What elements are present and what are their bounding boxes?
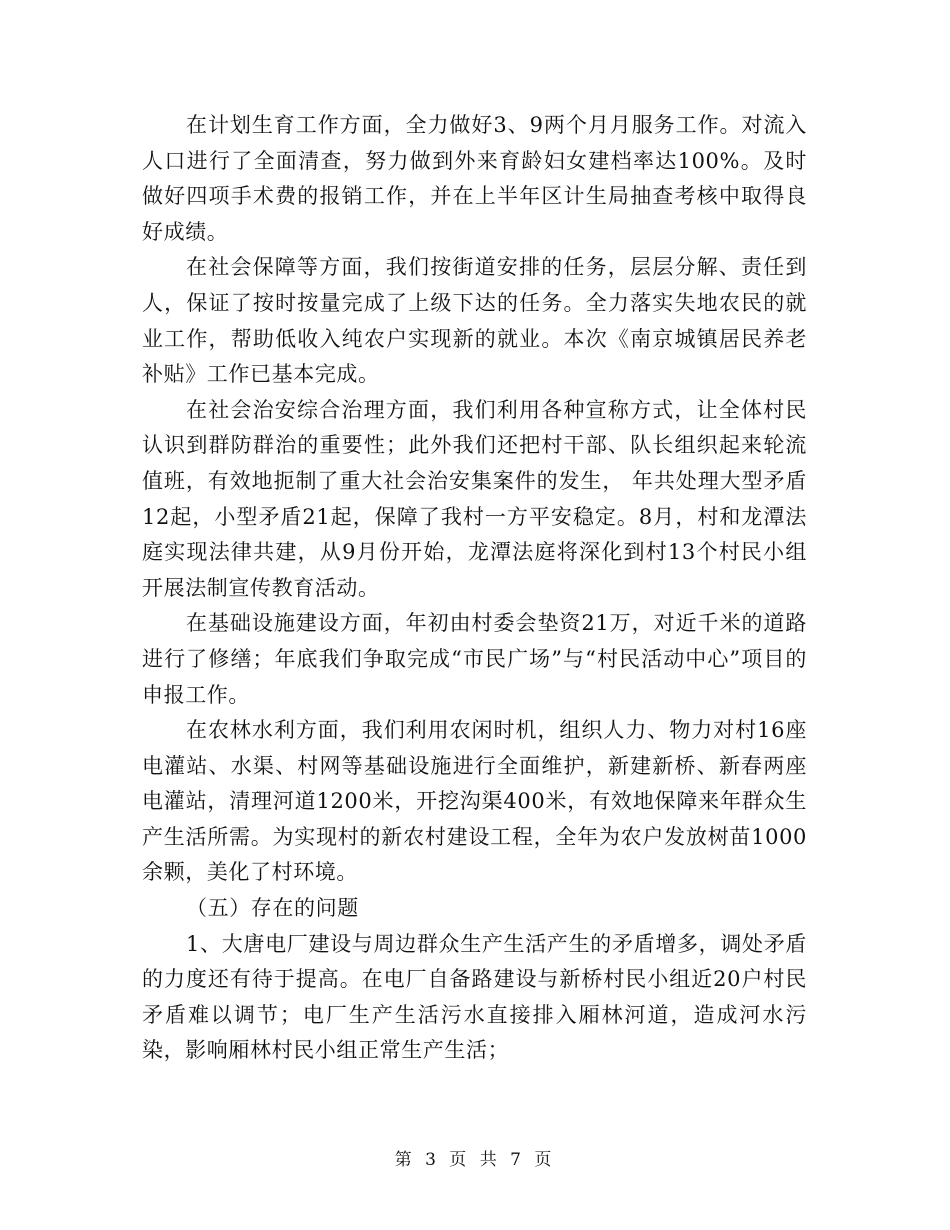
paragraph-agriculture-water: 在农林水利方面，我们利用农闲时机，组织人力、物力对村16座电灌站、水渠、村网等基础设施进行全面维护，新建新桥、新春两座电灌站，清理河道1200米，开挖沟渠400米，有效地保障来年群众生产生活所需。为实现村的新农村建设工程，全年为农户发放树苗1000余颗，美化了村环境。 bbox=[142, 718, 807, 885]
section-heading-problems: （五）存在的问题 bbox=[186, 896, 359, 921]
paragraph-infrastructure: 在基础设施建设方面，年初由村委会垫资21万，对近千米的道路进行了修缮；年底我们争取完成“市民广场”与“村民活动中心”项目的申报工作。 bbox=[142, 611, 807, 707]
document-body bbox=[142, 108, 807, 1069]
paragraph-social-security: 在社会保障等方面，我们按街道安排的任务，层层分解、责任到人，保证了按时按量完成了上级下达的任务。全力落实失地农民的就业工作，帮助低收入纯农户实现新的就业。本次《南京城镇居民养老补贴》工作已基本完成。 bbox=[142, 255, 807, 387]
paragraph-problem-1: 1、大唐电厂建设与周边群众生产生活产生的矛盾增多，调处矛盾的力度还有待于提高。在电厂自备路建设与新桥村民小组近20户村民矛盾难以调节；电厂生产生活污水直接排入厢林河道，造成河水污染，影响厢林村民小组正常生产生活； bbox=[142, 931, 807, 1063]
paragraph-family-planning: 在计划生育工作方面，全力做好3、9两个月月服务工作。对流入人口进行了全面清查，努力做到外来育龄妇女建档率达100%。及时做好四项手术费的报销工作，并在上半年区计生局抽查考核中取得良好成绩。 bbox=[142, 113, 807, 244]
page-number-footer: 第 3 页 共 7 页 bbox=[394, 1150, 556, 1170]
paragraph-public-security: 在社会治安综合治理方面，我们利用各种宣称方式，让全体村民认识到群防群治的重要性；此外我们还把村干部、队长组织起来轮流值班，有效地扼制了重大社会治安集案件的发生， 年共处理大型矛盾12起，小型矛盾21起，保障了我村一方平安稳定。8月，村和龙潭法庭实现法律共建，从9月份开始，龙潭法庭将深化到村13个村民小组开展法制宣传教育活动。 bbox=[142, 397, 807, 600]
